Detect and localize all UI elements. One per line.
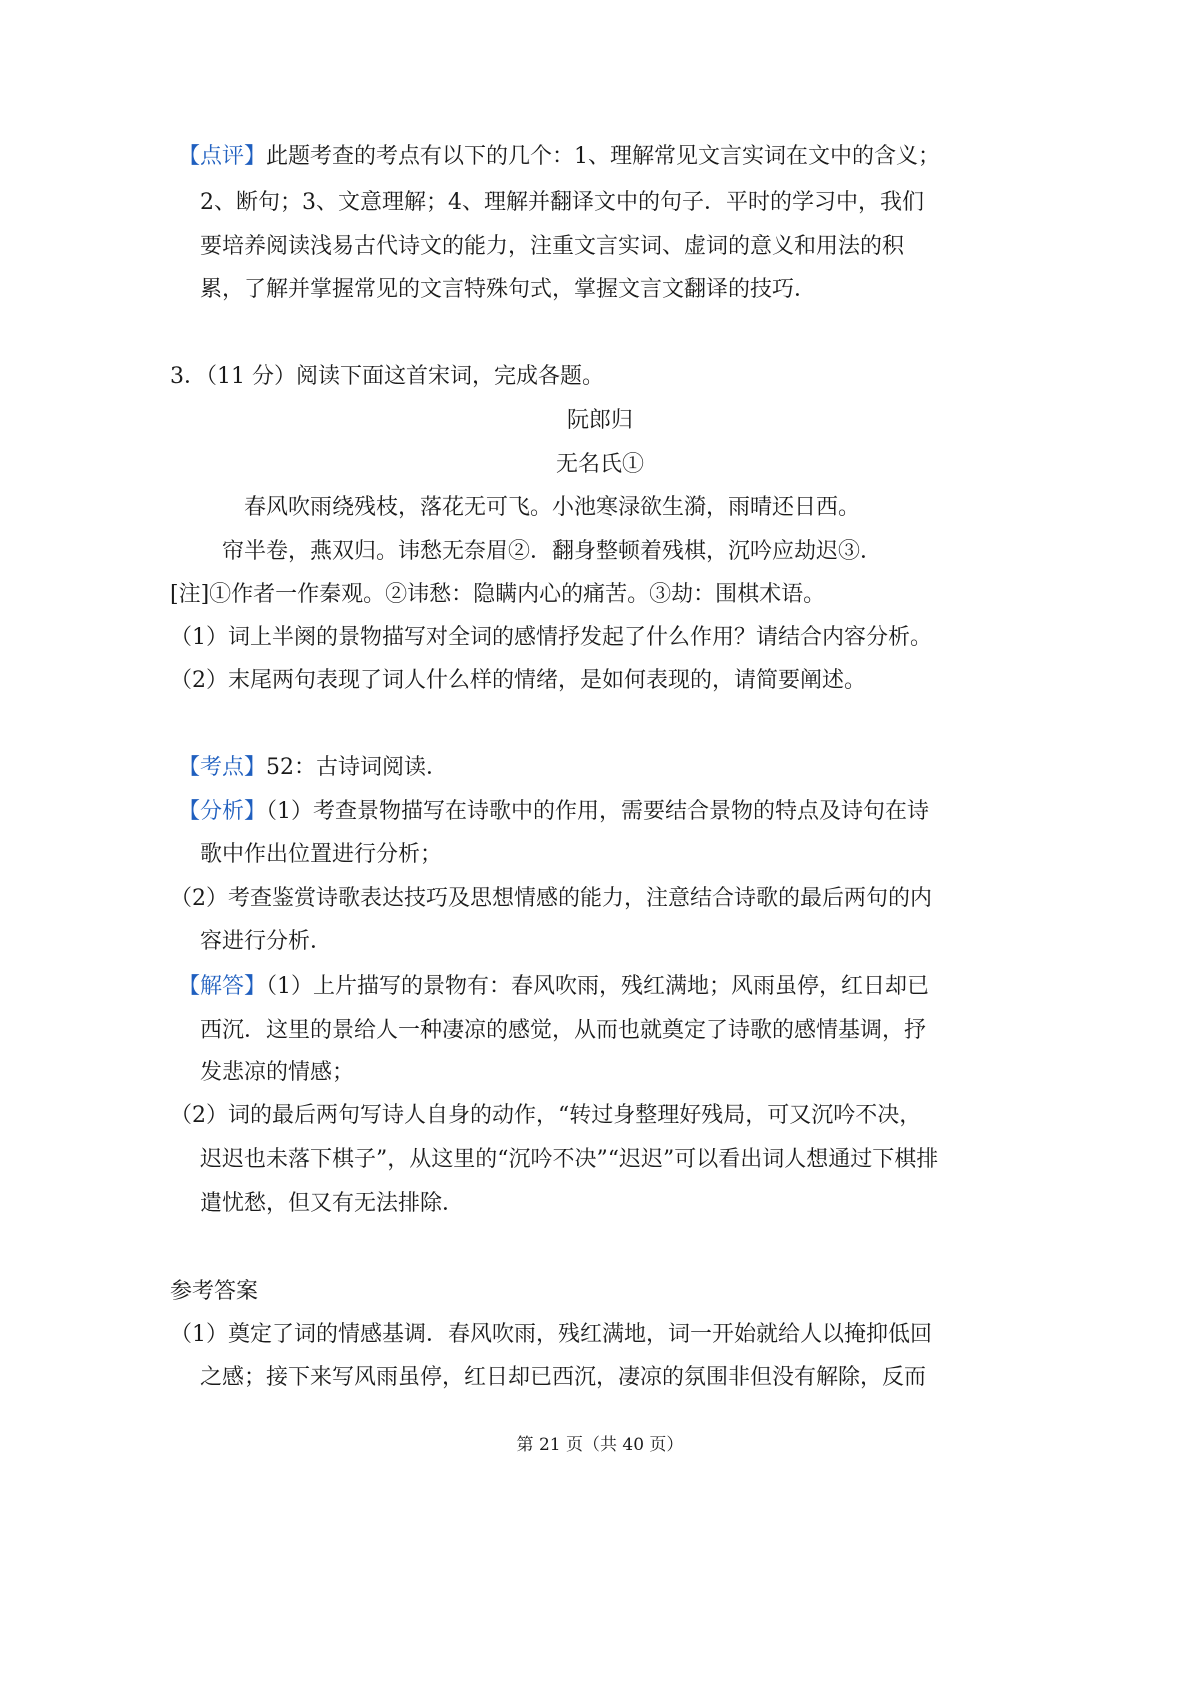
dianping-tag: 【点评】 <box>178 144 267 169</box>
fenxi-line-4: 容进行分析． <box>200 929 333 954</box>
jieda-tag: 【解答】 <box>178 974 267 999</box>
jieda-text-1: （1）上片描写的景物有：春风吹雨，残红满地；风雨虽停，红日却已 <box>266 974 930 999</box>
poem-line-1: 春风吹雨绕残枝，落花无可飞。小池寒渌欲生漪，雨晴还日西。 <box>244 495 861 520</box>
kaodian-text: 52：古诗词阅读． <box>266 755 449 780</box>
jieda-line-6: 遣忧愁，但又有无法排除． <box>200 1191 465 1216</box>
fenxi-text-1: （1）考查景物描写在诗歌中的作用，需要结合景物的特点及诗句在诗 <box>266 799 930 824</box>
answer-line-2: 之感；接下来写风雨虽停，红日却已西沉，凄凉的氛围非但没有解除，反而 <box>200 1365 927 1390</box>
jieda-line-3: 发悲凉的情感； <box>200 1060 355 1085</box>
dianping-line-2: 2、断句；3、文意理解；4、理解并翻译文中的句子．平时的学习中，我们 <box>200 190 924 215</box>
answer-line-1: （1）奠定了词的情感基调．春风吹雨，残红满地，词一开始就给人以掩抑低回 <box>170 1322 932 1347</box>
sub-question-1: （1）词上半阕的景物描写对全词的感情抒发起了什么作用？请结合内容分析。 <box>170 625 932 650</box>
page-footer: 第 21 页（共 40 页） <box>516 1435 684 1455</box>
poem-title: 阮郎归 <box>566 408 633 433</box>
jieda-line-2: 西沉．这里的景给人一种凄凉的感觉，从而也就奠定了诗歌的感情基调，抒 <box>200 1018 927 1043</box>
poem-line-2: 帘半卷，燕双归。讳愁无奈眉②．翻身整顿着残棋，沉吟应劫迟③． <box>222 539 883 564</box>
fenxi-tag: 【分析】 <box>178 799 267 824</box>
kaodian-tag: 【考点】 <box>178 755 267 780</box>
poem-author: 无名氏① <box>555 452 644 477</box>
dianping-line-1 <box>178 142 940 172</box>
poem-note: [注]①作者一作秦观。②讳愁：隐瞒内心的痛苦。③劫：围棋术语。 <box>170 582 826 607</box>
jieda-line-4: （2）词的最后两句写诗人自身的动作，“转过身整理好残局，可又沉吟不决， <box>170 1103 922 1128</box>
answer-heading: 参考答案 <box>170 1279 259 1304</box>
kaodian-line <box>178 753 448 783</box>
dianping-line-4: 累，了解并掌握常见的文言特殊句式，掌握文言文翻译的技巧． <box>200 277 817 302</box>
fenxi-line-2: 歌中作出位置进行分析； <box>200 842 443 867</box>
jieda-line-5: 迟迟也未落下棋子”，从这里的“沉吟不决”“迟迟”可以看出词人想通过下棋排 <box>200 1147 939 1172</box>
dianping-text-1: 此题考查的考点有以下的几个：1、理解常见文言实词在文中的含义； <box>266 144 941 169</box>
dianping-line-3: 要培养阅读浅易古代诗文的能力，注重文言实词、虚词的意义和用法的积 <box>200 234 905 259</box>
fenxi-line-3: （2）考查鉴赏诗歌表达技巧及思想情感的能力，注意结合诗歌的最后两句的内 <box>170 886 932 911</box>
sub-question-2: （2）末尾两句表现了词人什么样的情绪，是如何表现的，请简要阐述。 <box>170 668 866 693</box>
fenxi-line-1 <box>178 797 929 827</box>
question-stem: 3．（11 分）阅读下面这首宋词，完成各题。 <box>170 364 604 389</box>
jieda-line-1 <box>178 972 929 1002</box>
